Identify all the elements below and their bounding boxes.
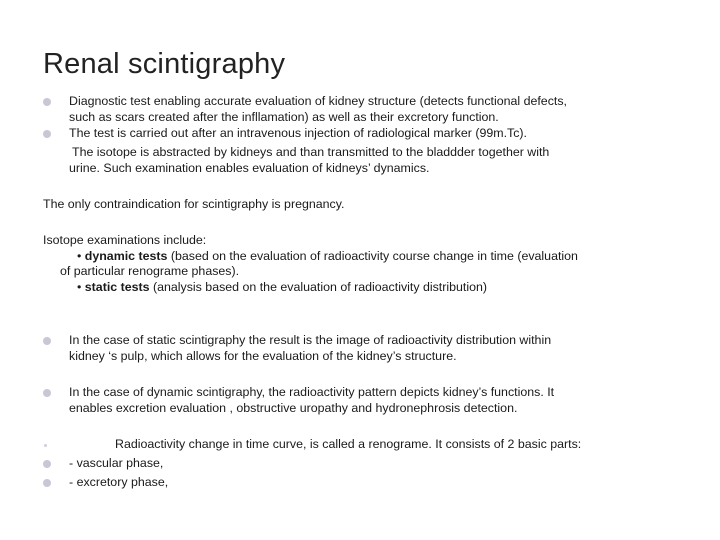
text-line: In the case of dynamic scintigraphy, the radioactivity pattern depicts kidney’s functions. It [69, 385, 555, 399]
renograme-text: Radioactivity change in time curve, is called a renograme. It consists of 2 basic parts: [115, 437, 582, 451]
contraindication-text: The only contraindication for scintigraphy is pregnancy. [43, 197, 345, 211]
bullet-marker [43, 337, 51, 345]
text-line: In the case of static scintigraphy the result is the image of radioactivity distribution within [69, 333, 552, 347]
paragraph-isotope-kidneys [69, 145, 549, 176]
text-line: Diagnostic test enabling accurate evaluation of kidney structure (detects functional defects, [69, 94, 567, 108]
bullet-text-dynamic-case [69, 385, 554, 416]
text-line: kidney ‘s pulp, which allows for the evaluation of the kidney’s structure. [69, 348, 457, 363]
text-line: urine. Such examination enables evaluation of kidneys’ dynamics. [69, 160, 430, 175]
text-line: Isotope examinations include: [43, 233, 207, 247]
bullet-dot: • [77, 279, 85, 294]
text-line: (based on the evaluation of radioactivity course change in time (evaluation [167, 248, 578, 263]
text-line: (analysis based on the evaluation of radioactivity distribution) [149, 279, 488, 294]
static-tests-line [43, 280, 578, 296]
bullet-marker [43, 98, 51, 106]
phase-excretory: - excretory phase, [69, 475, 169, 489]
text-line: such as scars created after the infllamation) as well as their excretory function. [69, 109, 499, 124]
phase-vascular: - vascular phase, [69, 456, 164, 470]
text-line: of particular renograme phases). [60, 264, 240, 278]
bullet-marker [43, 130, 51, 138]
dynamic-tests-term: dynamic tests [84, 248, 168, 263]
bullet-text-static-case [69, 333, 551, 364]
bullet-marker [43, 460, 51, 468]
bullet-text-injection: The test is carried out after an intravenous injection of radiological marker (99m.Tc). [69, 126, 527, 140]
isotope-examinations [43, 233, 578, 295]
static-tests-term: static tests [84, 279, 150, 294]
bullet-marker [44, 444, 47, 447]
text-line: enables excretion evaluation , obstructive uropathy and hydronephrosis detection. [69, 400, 518, 415]
bullet-dot: • [77, 248, 85, 263]
bullet-text-diagnostic [69, 94, 567, 125]
bullet-marker [43, 389, 51, 397]
dynamic-tests-line [43, 249, 578, 265]
bullet-marker [43, 479, 51, 487]
slide-title: Renal scintigraphy [43, 48, 286, 80]
text-line: The isotope is abstracted by kidneys and than transmitted to the bladdder together with [72, 145, 550, 159]
